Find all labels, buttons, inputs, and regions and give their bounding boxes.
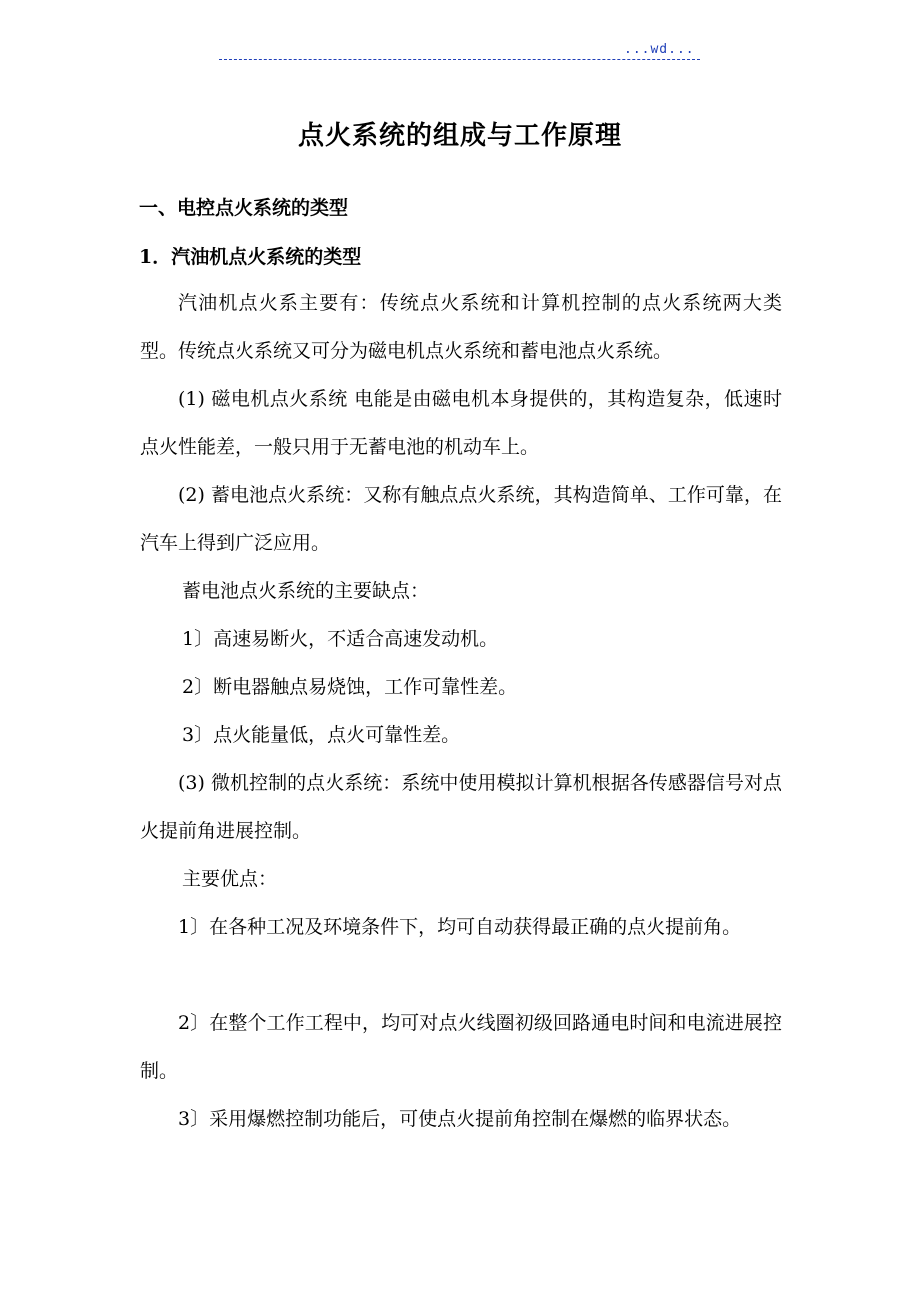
paragraph-intro: 汽油机点火系主要有：传统点火系统和计算机控制的点火系统两大类型。传统点火系统又可分为磁电机点火系统和蓄电池点火系统。 bbox=[140, 292, 782, 362]
paragraph-battery-drawbacks: 蓄电池点火系统的主要缺点： bbox=[182, 580, 430, 602]
paragraph-advantages: 主要优点： bbox=[182, 868, 278, 890]
paragraph-microcomputer: (3) 微机控制的点火系统：系统中使用模拟计算机根据各传感器信号对点火提前角进展控制。 bbox=[140, 772, 782, 842]
list-item-drawback-2: 2〕断电器触点易烧蚀，工作可靠性差。 bbox=[182, 676, 518, 698]
header-dashed-rule bbox=[219, 59, 700, 60]
section-heading: 一、电控点火系统的类型 bbox=[139, 197, 349, 219]
paragraph-battery: (2) 蓄电池点火系统：又称有触点点火系统，其构造简单、工作可靠，在汽车上得到广泛应用。 bbox=[140, 484, 782, 554]
header-mark: ...wd... bbox=[624, 42, 695, 57]
list-item-advantage-2: 2〕在整个工作工程中，均可对点火线圈初级回路通电时间和电流进展控制。 bbox=[140, 1012, 782, 1082]
paragraph-magneto: (1) 磁电机点火系统 电能是由磁电机本身提供的，其构造复杂，低速时点火性能差，一般只用于无蓄电池的机动车上。 bbox=[140, 388, 782, 458]
list-item-advantage-1: 1〕在各种工况及环境条件下，均可自动获得最正确的点火提前角。 bbox=[178, 916, 742, 938]
list-item-drawback-3: 3〕点火能量低，点火可靠性差。 bbox=[182, 724, 461, 746]
list-item-drawback-1: 1〕高速易断火，不适合高速发动机。 bbox=[182, 628, 499, 650]
list-item-advantage-3: 3〕采用爆燃控制功能后，可使点火提前角控制在爆燃的临界状态。 bbox=[178, 1108, 742, 1130]
document-title: 点火系统的组成与工作原理 bbox=[297, 121, 622, 151]
subsection-heading: 1．汽油机点火系统的类型 bbox=[139, 246, 362, 268]
